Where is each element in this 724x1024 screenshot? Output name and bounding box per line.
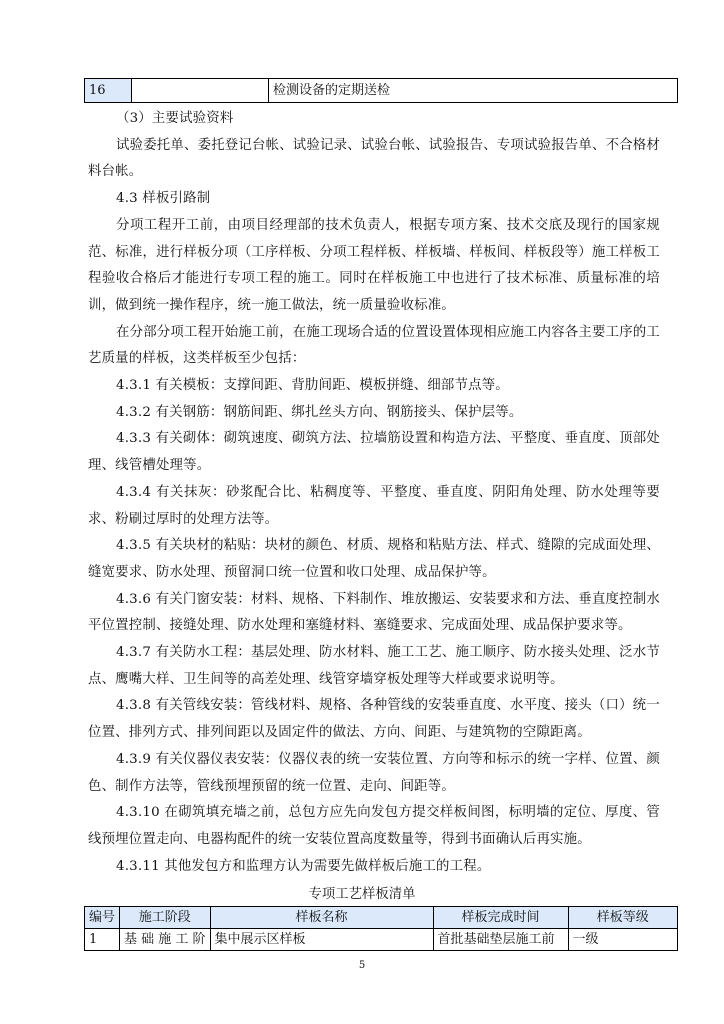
list-item: 4.3.2 有关钢筋：钢筋间距、绑扎丝头方向、钢筋接头、保护层等。 xyxy=(116,404,523,420)
paragraph: 分项工程开工前，由项目经理部的技术负责人，根据专项方案、技术交底及现行的国家规范、标准，进行样板分项（工序样板、分项工程样板、样板墙、样板间、样板段等）施工样板工程验收合格后才能进行专项工程的施工。同时在样板施工中也进行了技术标准、质量标准的培训，做到统一操作程序，统一施工做法，统一质量验收标准。 xyxy=(88,217,660,313)
list-item: 4.3.1 有关模板：支撑间距、背肋间距、模板拼缝、细部节点等。 xyxy=(116,378,509,394)
header-cell: 样板完成时间 xyxy=(433,907,568,929)
table-cell: 集中展示区样板 xyxy=(210,929,433,951)
header-cell: 样板名称 xyxy=(210,907,433,929)
list-item: 4.3.8 有关管线安装：管线材料、规格、各种管线的安装垂直度、水平度、接头（口）统一位置、排列方式、排列间距以及固定件的做法、方向、间距、与建筑物的空隙距离。 xyxy=(88,698,660,741)
list-item: 4.3.3 有关砌体：砌筑速度、砌筑方法、拉墙筋设置和构造方法、平整度、垂直度、顶部处理、线管槽处理等。 xyxy=(88,431,660,474)
paragraph: 在分部分项工程开始施工前，在施工现场合适的位置设置体现相应施工内容各主要工序的工艺质量的样板，这类样板至少包括： xyxy=(88,324,660,367)
table-cell: 1 xyxy=(85,929,120,951)
row-number: 16 xyxy=(85,79,132,103)
row-text: 检测设备的定期送检 xyxy=(269,79,678,103)
document-body xyxy=(88,106,660,880)
list-item: 4.3.10 在砌筑填充墙之前，总包方应先向发包方提交样板间图，标明墙的定位、厚度、管线预埋位置走向、电器构配件的统一安装位置高度数量等，得到书面确认后再实施。 xyxy=(88,805,660,847)
list-item: 4.3.11 其他发包方和监理方认为需要先做样板后施工的工程。 xyxy=(116,858,491,874)
table-row xyxy=(85,79,678,103)
section-heading: 4.3 样板引路制 xyxy=(116,191,211,207)
table-cell: 一级 xyxy=(568,929,677,951)
table-title: 专项工艺样板清单 xyxy=(308,887,416,902)
table-cell: 基 础 施 工 阶 xyxy=(120,929,211,951)
sub-heading: （3）主要试验资料 xyxy=(116,111,234,126)
empty-cell xyxy=(132,79,269,103)
header-cell: 样板等级 xyxy=(568,907,677,929)
continued-table-row xyxy=(84,78,678,103)
page-number: 5 xyxy=(358,960,366,971)
header-cell: 编号 xyxy=(85,907,120,929)
sample-list-table xyxy=(84,906,678,951)
table-cell: 首批基础垫层施工前 xyxy=(433,929,568,951)
list-item: 4.3.4 有关抹灰：砂浆配合比、粘稠度等、平整度、垂直度、阴阳角处理、防水处理等要求、粉刷过厚时的处理方法等。 xyxy=(88,484,660,527)
list-item: 4.3.9 有关仪器仪表安装：仪器仪表的统一安装位置、方向等和标示的统一字样、位置、颜色、制作方法等，管线预埋预留的统一位置、走向、间距等。 xyxy=(88,751,660,794)
table-header-row xyxy=(85,907,678,929)
list-item: 4.3.5 有关块材的粘贴：块材的颜色、材质、规格和粘贴方法、样式、缝隙的完成面处理、缝宽要求、防水处理、预留洞口统一位置和收口处理、成品保护等。 xyxy=(88,538,660,580)
paragraph: 试验委托单、委托登记台帐、试验记录、试验台帐、试验报告、专项试验报告单、不合格材料台帐。 xyxy=(88,137,660,180)
list-item: 4.3.7 有关防水工程：基层处理、防水材料、施工工艺、施工顺序、防水接头处理、泛水节点、鹰嘴大样、卫生间等的高差处理、线管穿墙穿板处理等大样或要求说明等。 xyxy=(88,645,660,687)
table-row xyxy=(85,929,678,951)
list-item: 4.3.6 有关门窗安装：材料、规格、下料制作、堆放搬运、安装要求和方法、垂直度控制水平位置控制、接缝处理、防水处理和塞缝材料、塞缝要求、完成面处理、成品保护要求等。 xyxy=(88,591,660,634)
header-cell: 施工阶段 xyxy=(120,907,211,929)
